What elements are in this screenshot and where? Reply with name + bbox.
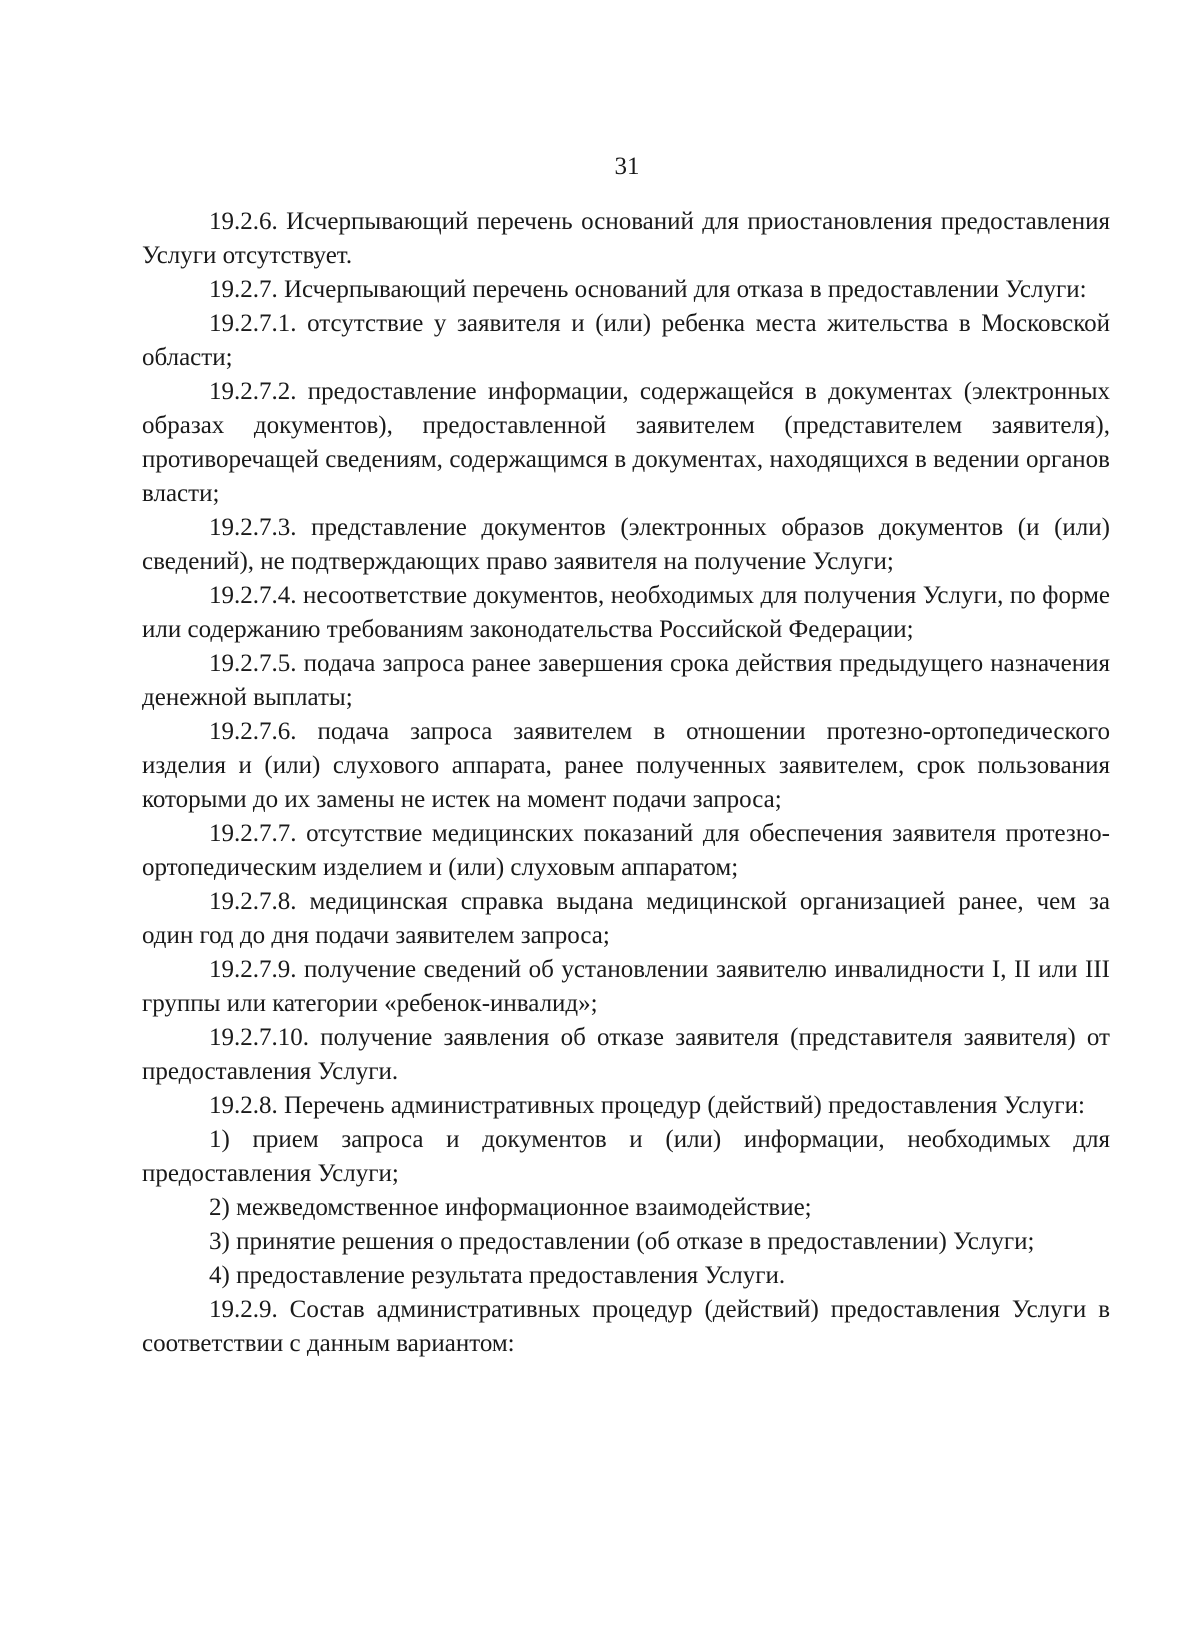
page-number: 31	[614, 153, 640, 180]
paragraph-19-2-7: 19.2.7. Исчерпывающий перечень оснований для отказа в предоставлении Услуги:	[209, 276, 1087, 303]
paragraph-19-2-6: 19.2.6. Исчерпывающий перечень оснований для приостановления предоставления Услуги отсутствует.	[142, 208, 1110, 269]
paragraph-19-2-7-9: 19.2.7.9. получение сведений об установлении заявителю инвалидности I, II или III группы или категории «ребенок-инвалид»;	[142, 956, 1110, 1017]
paragraph-19-2-7-2: 19.2.7.2. предоставление информации, содержащейся в документах (электронных образах документов), предоставленной заявителем (представителем заявителя), противоречащей сведениям, содержащимся в документах, находящихся в ведении органов власти;	[142, 378, 1110, 507]
paragraph-19-2-8: 19.2.8. Перечень административных процедур (действий) предоставления Услуги:	[209, 1092, 1085, 1119]
paragraph-19-2-7-3: 19.2.7.3. представление документов (электронных образов документов (и (или) сведений), не подтверждающих право заявителя на получение Услуги;	[142, 514, 1110, 575]
paragraph-19-2-7-5: 19.2.7.5. подача запроса ранее завершения срока действия предыдущего назначения денежной выплаты;	[142, 650, 1110, 711]
paragraph-19-2-7-8: 19.2.7.8. медицинская справка выдана медицинской организацией ранее, чем за один год до дня подачи заявителем запроса;	[142, 888, 1110, 949]
paragraph-19-2-7-7: 19.2.7.7. отсутствие медицинских показаний для обеспечения заявителя протезно-ортопедическим изделием и (или) слуховым аппаратом;	[142, 820, 1110, 881]
list-item-4: 4) предоставление результата предоставления Услуги.	[209, 1262, 786, 1289]
paragraph-19-2-7-1: 19.2.7.1. отсутствие у заявителя и (или) ребенка места жительства в Московской области;	[142, 310, 1110, 371]
list-item-2: 2) межведомственное информационное взаимодействие;	[209, 1194, 812, 1221]
paragraph-19-2-7-4: 19.2.7.4. несоответствие документов, необходимых для получения Услуги, по форме или содержанию требованиям законодательства Российской Федерации;	[142, 582, 1110, 643]
paragraph-19-2-7-10: 19.2.7.10. получение заявления об отказе заявителя (представителя заявителя) от предоставления Услуги.	[142, 1024, 1110, 1085]
list-item-3: 3) принятие решения о предоставлении (об отказе в предоставлении) Услуги;	[209, 1228, 1035, 1255]
paragraph-19-2-7-6: 19.2.7.6. подача запроса заявителем в отношении протезно-ортопедического изделия и (или) слухового аппарата, ранее полученных заявителем, срок пользования которыми до их замены не истек на момент подачи запроса;	[142, 718, 1110, 813]
document-body	[142, 205, 1110, 1361]
list-item-1: 1) прием запроса и документов и (или) информации, необходимых для предоставления Услуги;	[142, 1126, 1110, 1187]
paragraph-19-2-9: 19.2.9. Состав административных процедур (действий) предоставления Услуги в соответствии с данным вариантом:	[142, 1296, 1110, 1357]
